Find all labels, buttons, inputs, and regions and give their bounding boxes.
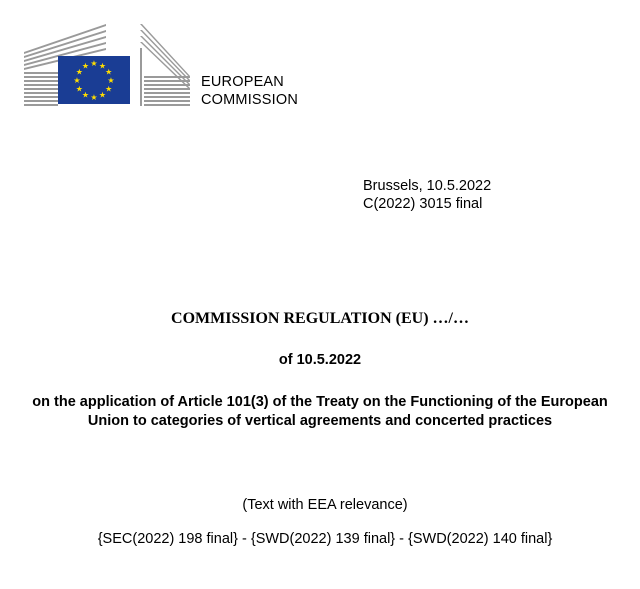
subject-line-2: Union to categories of vertical agreements and concerted practices <box>87 413 553 429</box>
svg-text:★: ★ <box>81 90 90 100</box>
document-date-line: of 10.5.2022 <box>278 352 362 368</box>
svg-text:★: ★ <box>73 76 81 85</box>
org-name-line-2: COMMISSION <box>201 92 299 108</box>
reference-block <box>363 177 491 213</box>
svg-text:★: ★ <box>75 84 83 94</box>
related-documents: {SEC(2022) 198 final} - {SWD(2022) 139 final} - {SWD(2022) 140 final} <box>97 531 553 547</box>
organization-name <box>201 73 298 109</box>
european-commission-logo <box>22 22 202 108</box>
svg-text:★: ★ <box>105 84 113 94</box>
subject-line-1: on the application of Article 101(3) of the Treaty on the Functioning of the European <box>32 394 608 410</box>
document-title: COMMISSION REGULATION (EU) …/… <box>171 310 469 327</box>
berlaymont-building-icon <box>22 22 202 108</box>
document-subject <box>20 393 620 431</box>
svg-text:★: ★ <box>105 67 113 77</box>
svg-text:★: ★ <box>81 61 90 71</box>
building-right-wing <box>140 24 190 106</box>
eea-relevance-note: (Text with EEA relevance) <box>242 497 408 513</box>
svg-text:★: ★ <box>98 90 107 100</box>
svg-text:★: ★ <box>98 61 107 71</box>
svg-text:★: ★ <box>90 93 98 102</box>
svg-text:★: ★ <box>75 67 83 77</box>
org-name-line-1: EUROPEAN <box>201 74 284 90</box>
svg-text:★: ★ <box>90 59 98 68</box>
place-and-date: Brussels, 10.5.2022 <box>363 178 492 194</box>
document-number: C(2022) 3015 final <box>363 196 483 212</box>
svg-text:★: ★ <box>107 76 115 85</box>
